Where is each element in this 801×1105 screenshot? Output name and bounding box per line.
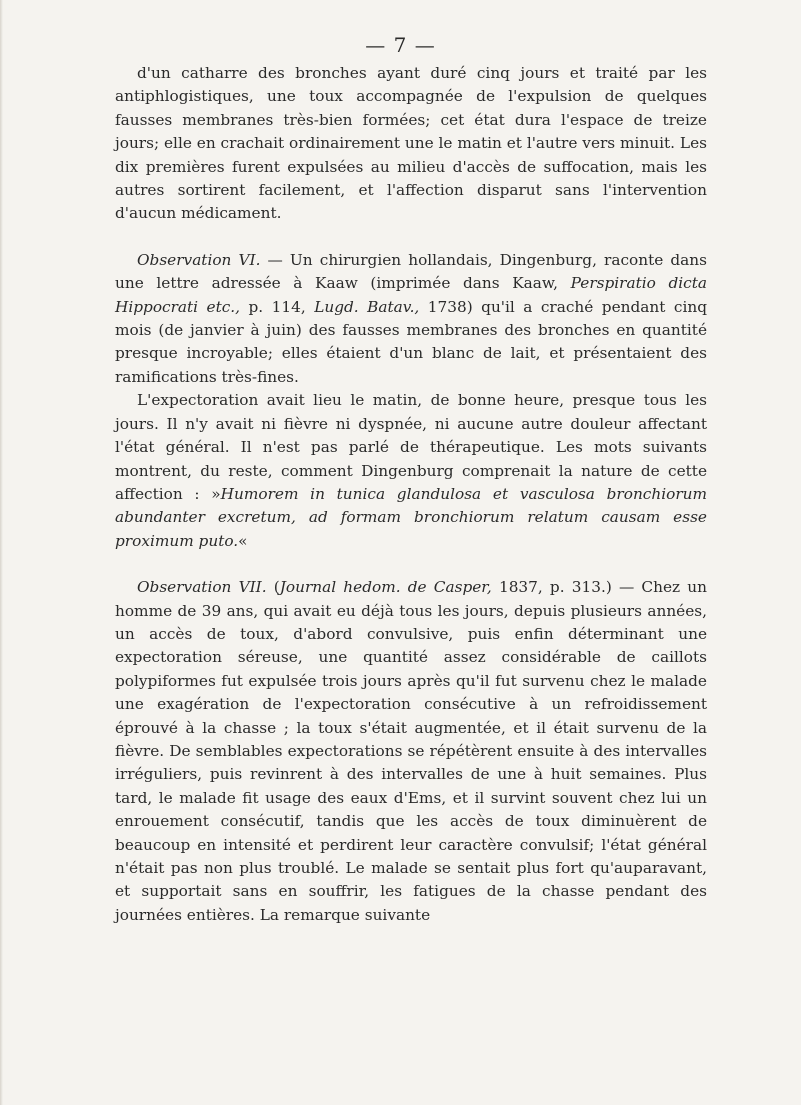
expectoration-text-1: L'expectoration avait lieu le matin, de bonne heure, presque tous les jours. Il n'y avait ni fièvre ni dyspnée, ni aucune autre douleur affectant l'état général. Il n'est pas parlé de thérapeutique. Les mots suivants montrent, du reste, comment Dingenburg comprenait la nature de cette affection : » bbox=[115, 391, 707, 503]
observation-vi-citation-place: Lugd. Batav., bbox=[314, 297, 428, 316]
observation-vii-text-1: ( bbox=[266, 578, 280, 597]
paragraph-1: d'un catharre des bronches ayant duré cinq jours et traité par les antiphlogistiques, une toux accompagnée de l'expulsion de quelques fausses membranes très-bien formées; cet état dura l'espace de treize jours; elle en crachait ordinairement une le matin et l'autre vers minuit. Les dix premières furent expulsées au milieu d'accès de suffocation, mais les autres sortirent facilement, et l'affection disparut sans l'intervention d'aucun médicament. bbox=[115, 64, 707, 223]
paragraph-observation-vii bbox=[115, 576, 707, 927]
latin-quote: Humorem in tunica glandulosa et vasculosa bronchiorum abundanter excretum, ad formam bronchiorum relatum causam esse proximum puto. bbox=[115, 484, 707, 550]
paragraph-expectoration bbox=[115, 389, 707, 553]
body-text bbox=[115, 62, 707, 927]
paragraph-observation-vi bbox=[115, 249, 707, 389]
observation-vii-text-2: 1837, p. 313.) — Chez un homme de 39 ans, qui avait eu déjà tous les jours, depuis plusieurs années, un accès de toux, d'abord convulsive, puis enfin déterminant une expectoration séreuse, une quantité assez considérable de caillots polypiformes fut expulsée trois jours après qu'il fut survenu chez le malade une exagération de l'expectoration consécutive à un refroidissement éprouvé à la chasse ; la toux s'était augmentée, et il était survenu de la fièvre. De semblables expectorations se répétèrent ensuite à des intervalles irréguliers, puis revinrent à des intervalles de une à huit semaines. Plus tard, le malade fit usage des eaux d'Ems, et il survint souvent chez lui un enrouement consécutif, tandis que les accès de toux diminuèrent de beaucoup en intensité et perdirent leur caractère convulsif; l'état général n'était pas non plus troublé. Le malade se sentait plus fort qu'auparavant, et supportait sans en souffrir, les fatigues de la chasse pendant des journées entières. La remarque suivante bbox=[115, 578, 707, 924]
observation-vii-label: Observation VII. bbox=[137, 578, 267, 597]
observation-vi-text-3: 1738) qu'il a craché pendant cinq mois (de janvier à juin) des fausses membranes des bronches en quantité presque incroyable; elles étaient d'un blanc de lait, et présentaient des ramifications très-fines. bbox=[115, 297, 707, 386]
page-number: — 7 — bbox=[365, 33, 436, 57]
observation-vi-text-1: — Un chirurgien hollandais, Dingenburg, raconte dans une lettre adressée à Kaaw (imprimée dans Kaaw, bbox=[115, 250, 707, 293]
observation-vi-label: Observation VI. bbox=[137, 250, 261, 269]
observation-vi-text-2: p. 114, bbox=[248, 297, 315, 316]
page-edge-shadow bbox=[0, 0, 3, 1105]
expectoration-text-2: « bbox=[238, 531, 248, 550]
observation-vii-citation: Journal hedom. de Casper, bbox=[279, 578, 492, 597]
observation-vi-citation-title: Perspiratio dicta Hippocrati etc., bbox=[115, 274, 707, 316]
